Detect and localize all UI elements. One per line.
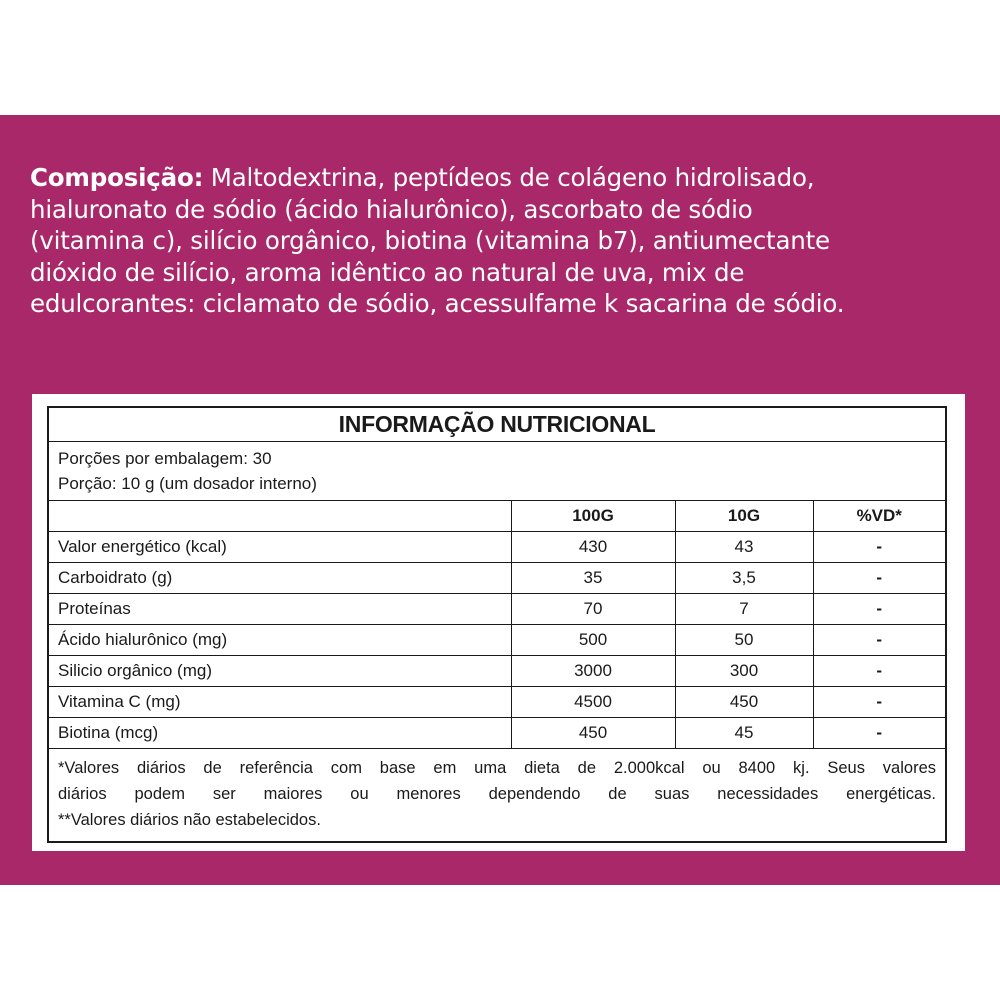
- table-row: [49, 563, 945, 594]
- nutrient-label: Biotina (mcg): [49, 718, 511, 749]
- nutrient-label: Silicio orgânico (mg): [49, 656, 511, 687]
- composition-text: [30, 162, 980, 320]
- value-100g: 500: [511, 625, 675, 656]
- value-10g: 50: [675, 625, 813, 656]
- value-vd: -: [813, 532, 945, 563]
- value-vd: -: [813, 687, 945, 718]
- value-vd: -: [813, 656, 945, 687]
- value-vd: -: [813, 625, 945, 656]
- composition-line-2: hialuronato de sódio (ácido hialurônico), ascorbato de sódio: [30, 194, 753, 224]
- composition-line-5: edulcorantes: ciclamato de sódio, acessulfame k sacarina de sódio.: [30, 289, 845, 318]
- servings-per-package: Porções por embalagem: 30: [58, 449, 272, 468]
- column-header-10g: 10G: [675, 501, 813, 532]
- portions-info: [49, 442, 945, 501]
- table-row: [49, 718, 945, 749]
- column-header-100g: 100G: [511, 501, 675, 532]
- value-100g: 70: [511, 594, 675, 625]
- table-row: [49, 625, 945, 656]
- value-100g: 430: [511, 532, 675, 563]
- composition-line-1-text: Maltodextrina, peptídeos de colágeno hidrolisado,: [203, 163, 815, 192]
- nutrient-label: Carboidrato (g): [49, 563, 511, 594]
- nutrient-label: Vitamina C (mg): [49, 687, 511, 718]
- value-10g: 3,5: [675, 563, 813, 594]
- composition-line-4: dióxido de silício, aroma idêntico ao natural de uva, mix de: [30, 257, 745, 287]
- value-10g: 7: [675, 594, 813, 625]
- nutrition-title: INFORMAÇÃO NUTRICIONAL: [49, 408, 945, 442]
- column-header-nutrient: [49, 501, 511, 532]
- composition-line-3: (vitamina c), silício orgânico, biotina (vitamina b7), antiumectante: [30, 226, 830, 255]
- footnote-line-1: *Valores diários de referência com base em uma dieta de 2.000kcal ou 8400 kj. Seus valores: [58, 759, 936, 777]
- value-100g: 450: [511, 718, 675, 749]
- value-10g: 450: [675, 687, 813, 718]
- table-header-row: [49, 501, 945, 532]
- table-row: [49, 532, 945, 563]
- table-row: [49, 656, 945, 687]
- value-100g: 4500: [511, 687, 675, 718]
- composition-line-1: [30, 162, 980, 194]
- value-100g: 35: [511, 563, 675, 594]
- value-10g: 45: [675, 718, 813, 749]
- value-10g: 300: [675, 656, 813, 687]
- column-header-vd: %VD*: [813, 501, 945, 532]
- serving-size: Porção: 10 g (um dosador interno): [58, 474, 317, 493]
- composition-heading: Composição:: [30, 163, 204, 192]
- footnote-line-3: **Valores diários não estabelecidos.: [58, 811, 321, 829]
- footnote: [49, 749, 945, 841]
- footnote-line-2: diários podem ser maiores ou menores dependendo de suas necessidades energéticas.: [58, 785, 936, 803]
- nutrition-table-box: [47, 406, 947, 843]
- table-row: [49, 594, 945, 625]
- nutrition-table: [49, 501, 945, 749]
- nutrient-label: Proteínas: [49, 594, 511, 625]
- value-vd: -: [813, 563, 945, 594]
- nutrition-panel: [32, 394, 965, 851]
- value-vd: -: [813, 718, 945, 749]
- nutrient-label: Valor energético (kcal): [49, 532, 511, 563]
- value-vd: -: [813, 594, 945, 625]
- value-10g: 43: [675, 532, 813, 563]
- value-100g: 3000: [511, 656, 675, 687]
- table-row: [49, 687, 945, 718]
- nutrient-label: Ácido hialurônico (mg): [49, 625, 511, 656]
